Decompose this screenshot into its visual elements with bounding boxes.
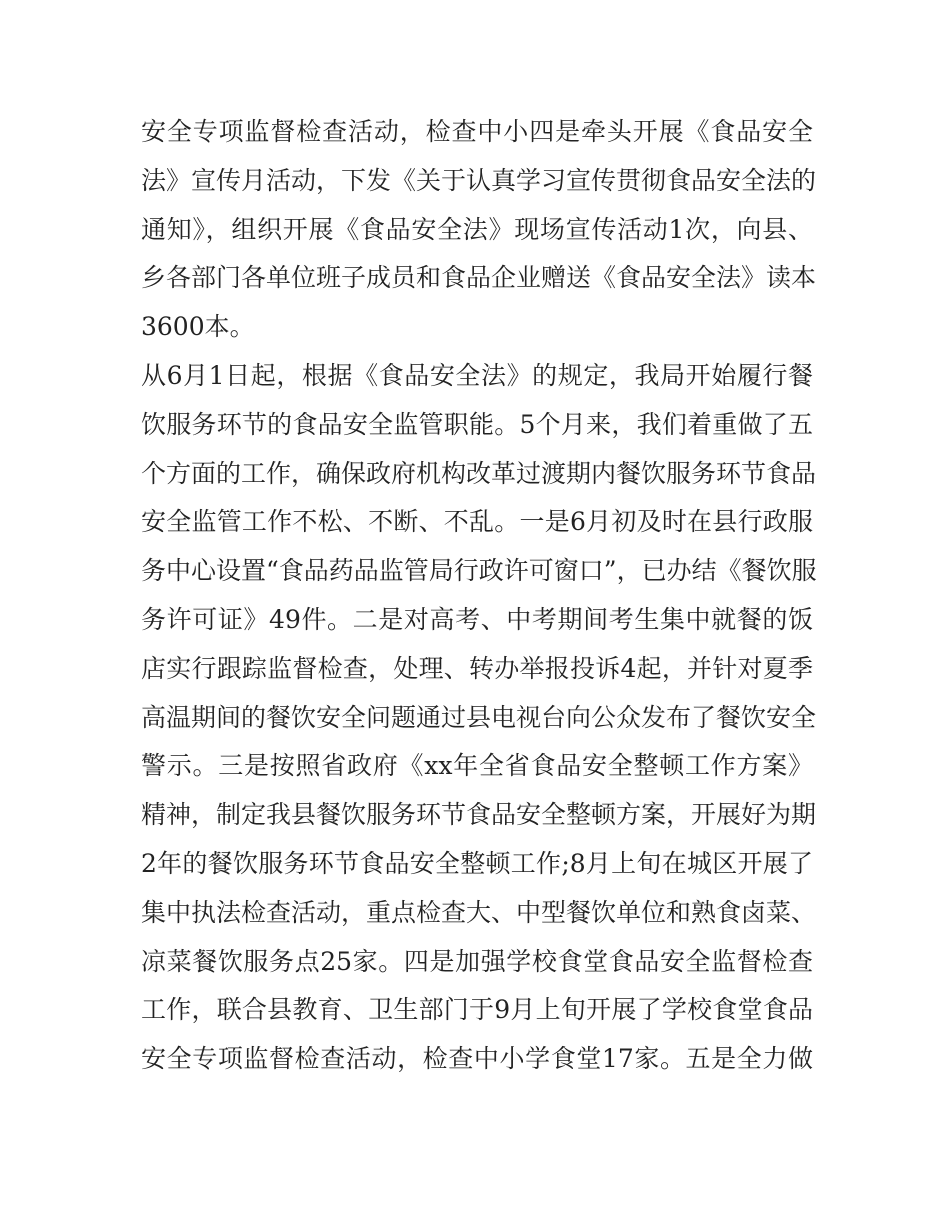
body-text bbox=[141, 108, 817, 1084]
text-line-13: 高温期间的餐饮安全问题通过县电视台向公众发布了餐饮安全 bbox=[141, 702, 817, 732]
text-line-12: 店实行跟踪监督检查，处理、转办举报投诉4起，并针对夏季 bbox=[141, 653, 813, 683]
text-line-3: 通知》，组织开展《食品安全法》现场宣传活动1次，向县、 bbox=[141, 214, 813, 244]
text-line-11: 务许可证》49件。二是对高考、中考期间考生集中就餐的饭 bbox=[141, 604, 813, 634]
text-line-20: 安全专项监督检查活动，检查中小学食堂17家。五是全力做 bbox=[141, 1044, 813, 1074]
text-line-8: 个方面的工作，确保政府机构改革过渡期内餐饮服务环节食品 bbox=[141, 458, 817, 488]
text-line-4: 乡各部门各单位班子成员和食品企业赠送《食品安全法》读本 bbox=[141, 263, 817, 293]
text-line-19: 工作，联合县教育、卫生部门于9月上旬开展了学校食堂食品 bbox=[141, 995, 813, 1025]
text-line-14: 警示。三是按照省政府《xx年全省食品安全整顿工作方案》 bbox=[141, 751, 813, 781]
text-line-10: 务中心设置“食品药品监管局行政许可窗口”，已办结《餐饮服 bbox=[141, 556, 817, 586]
text-line-16: 2年的餐饮服务环节食品安全整顿工作;8月上旬在城区开展了 bbox=[141, 848, 813, 878]
text-line-1: 安全专项监督检查活动，检查中小四是牵头开展《食品安全 bbox=[141, 117, 813, 146]
text-line-18: 凉菜餐饮服务点25家。四是加强学校食堂食品安全监督检查 bbox=[141, 946, 813, 976]
text-line-17: 集中执法检查活动，重点检查大、中型餐饮单位和熟食卤菜、 bbox=[141, 897, 817, 927]
text-line-7: 饮服务环节的食品安全监管职能。5个月来，我们着重做了五 bbox=[141, 409, 813, 439]
text-line-5: 3600本。 bbox=[141, 312, 255, 342]
text-line-2: 法》宣传月活动，下发《关于认真学习宣传贯彻食品安全法的 bbox=[141, 165, 817, 195]
text-line-15: 精神，制定我县餐饮服务环节食品安全整顿方案，开展好为期 bbox=[141, 800, 817, 830]
text-line-9: 安全监管工作不松、不断、不乱。一是6月初及时在县行政服 bbox=[141, 507, 813, 537]
text-line-6: 从6月1日起，根据《食品安全法》的规定，我局开始履行餐 bbox=[141, 360, 813, 390]
